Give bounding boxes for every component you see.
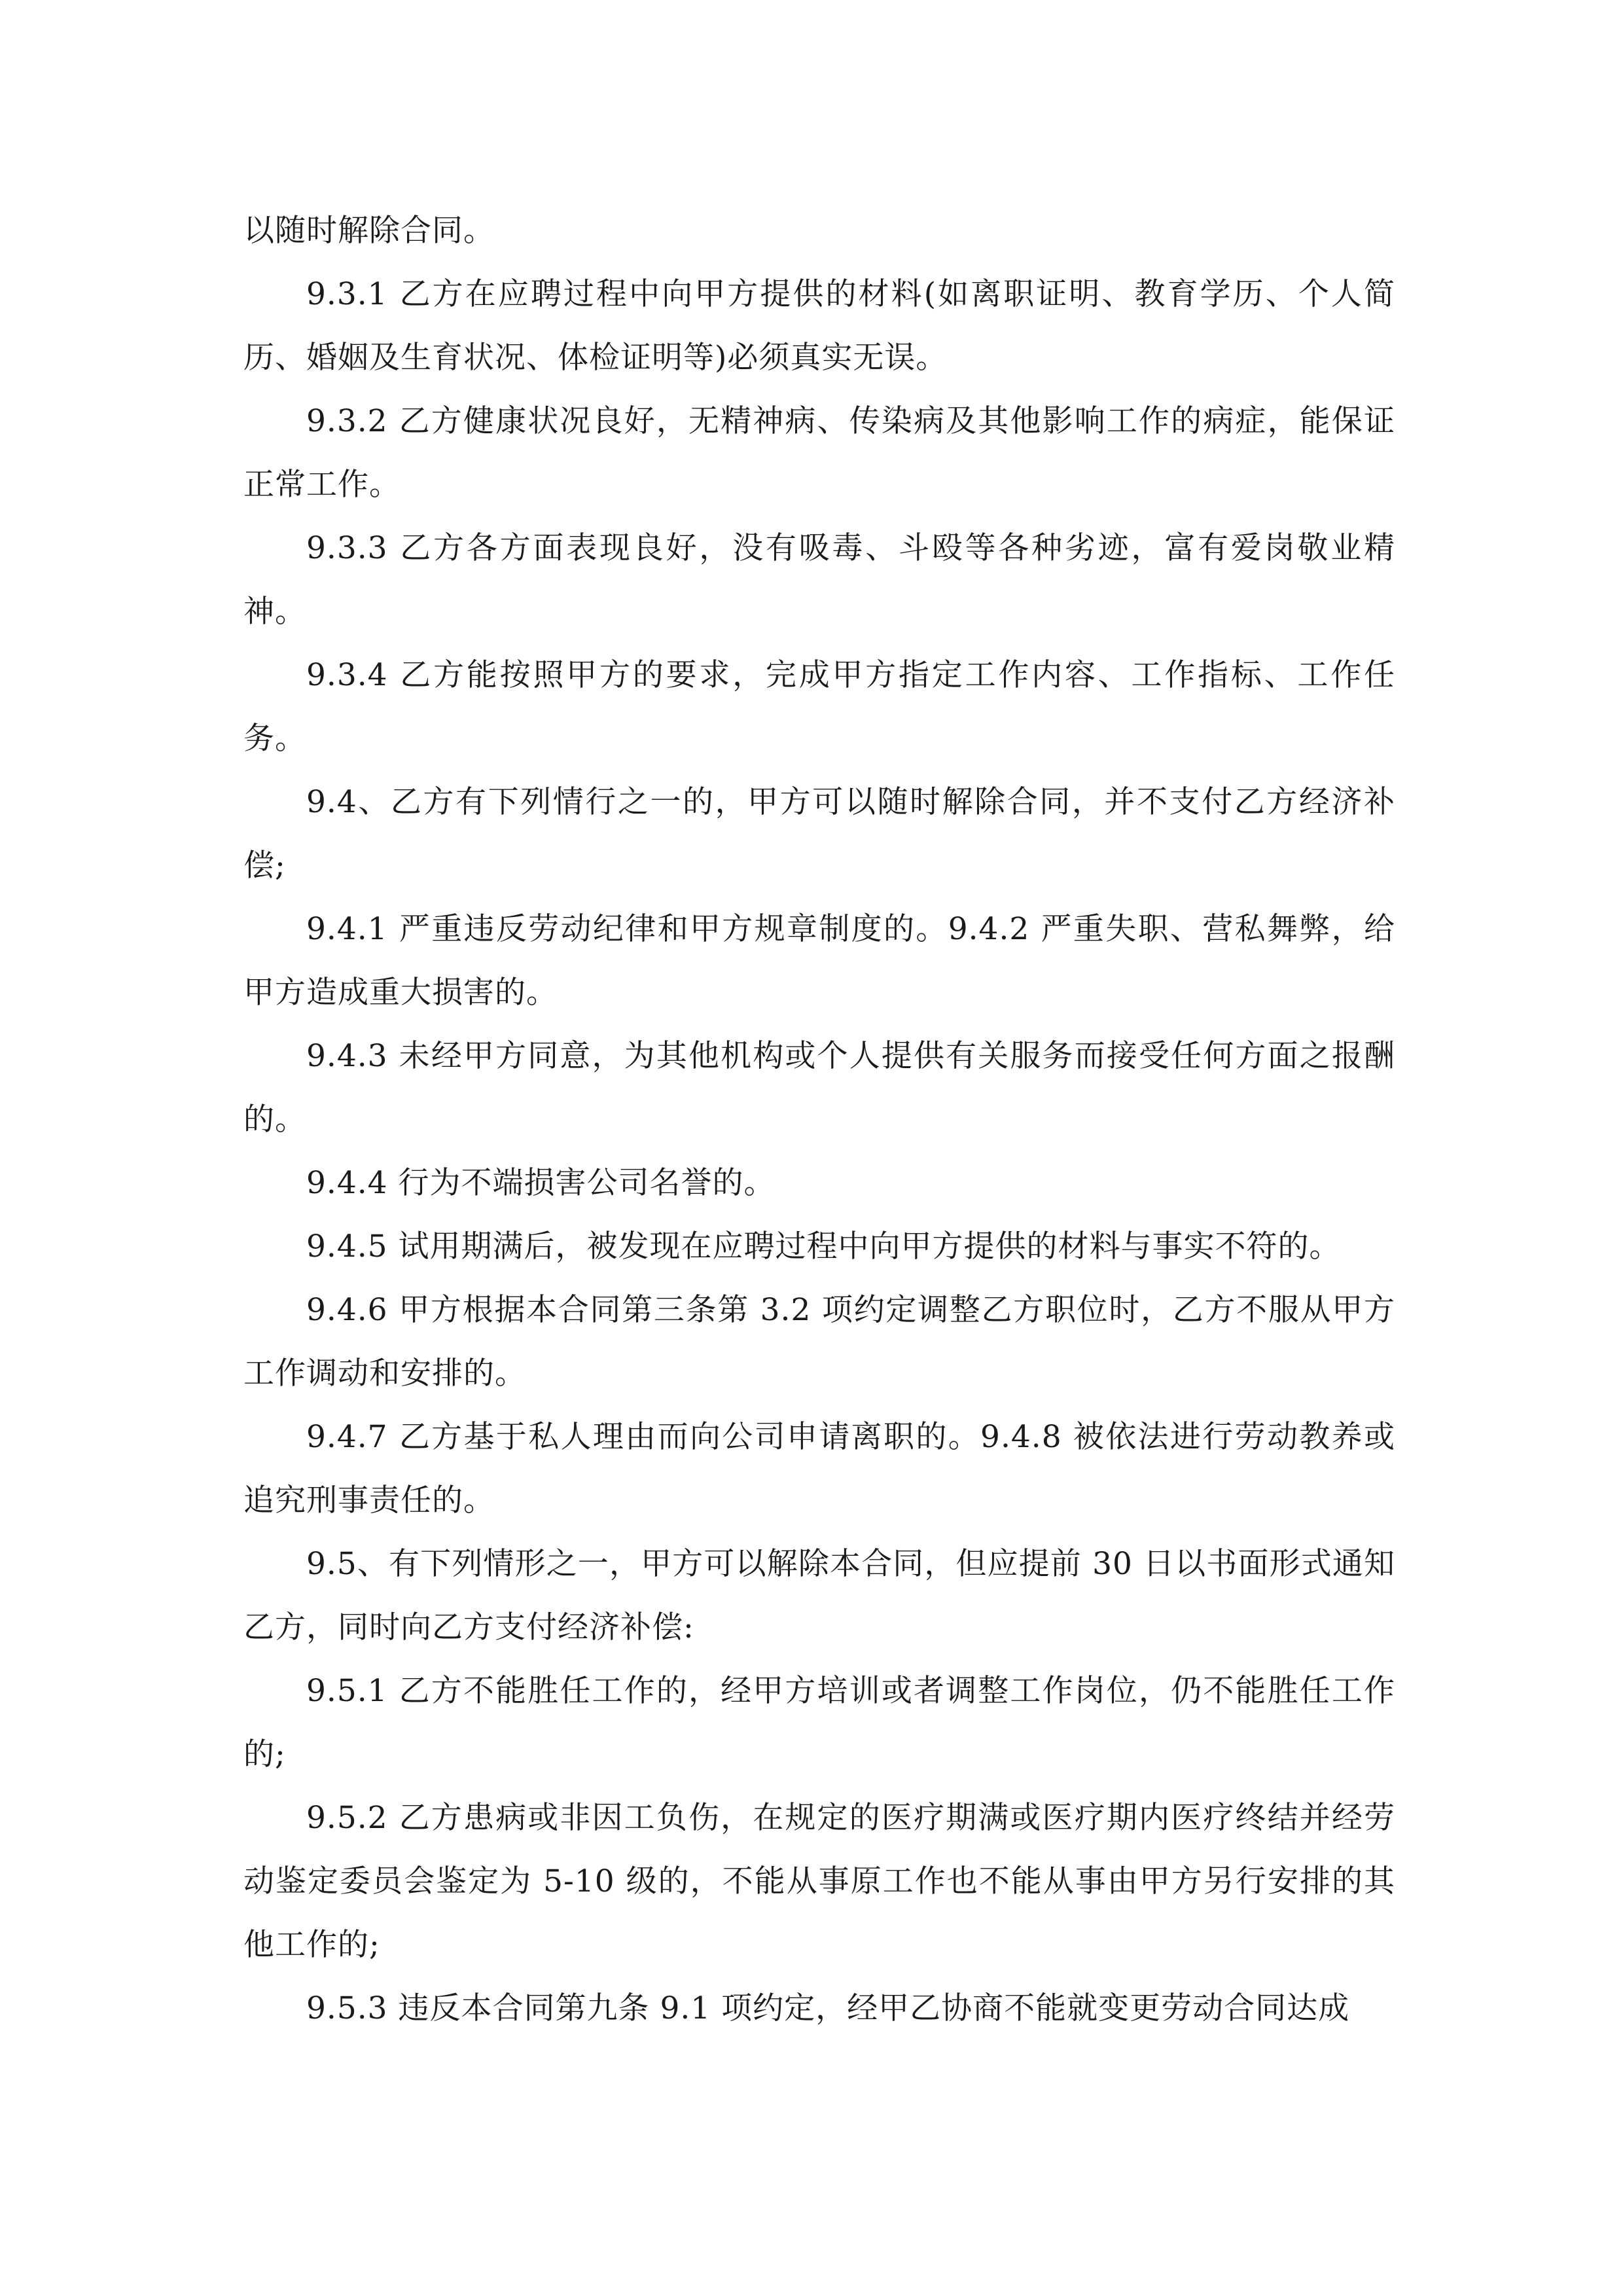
clause-9-5-2: 9.5.2 乙方患病或非因工负伤，在规定的医疗期满或医疗期内医疗终结并经劳动鉴定委员会鉴定为 5-10 级的，不能从事原工作也不能从事由甲方另行安排的其他工作的; (243, 1800, 1395, 1963)
clause-9-5-1: 9.5.1 乙方不能胜任工作的，经甲方培训或者调整工作岗位，仍不能胜任工作的; (243, 1673, 1395, 1772)
contract-body (243, 199, 1395, 2040)
clause-9-4-6: 9.4.6 甲方根据本合同第三条第 3.2 项约定调整乙方职位时，乙方不服从甲方工作调动和安排的。 (243, 1292, 1395, 1391)
clause-9-5: 9.5、有下列情形之一，甲方可以解除本合同，但应提前 30 日以书面形式通知乙方，同时向乙方支付经济补偿: (243, 1546, 1395, 1645)
clause-9-4-5: 9.4.5 试用期满后，被发现在应聘过程中向甲方提供的材料与事实不符的。 (306, 1229, 1341, 1265)
clause-9-4: 9.4、乙方有下列情行之一的，甲方可以随时解除合同，并不支付乙方经济补偿; (243, 784, 1395, 884)
clause-9-3-3: 9.3.3 乙方各方面表现良好，没有吸毒、斗殴等各种劣迹，富有爱岗敬业精神。 (243, 530, 1395, 630)
clause-9-3-1: 9.3.1 乙方在应聘过程中向甲方提供的材料(如离职证明、教育学历、个人简历、婚姻及生育状况、体检证明等)必须真实无误。 (243, 276, 1395, 376)
clause-9-3-4: 9.3.4 乙方能按照甲方的要求，完成甲方指定工作内容、工作指标、工作任务。 (243, 657, 1395, 757)
clause-9-4-4: 9.4.4 行为不端损害公司名誉的。 (306, 1165, 776, 1201)
clause-9-4-3: 9.4.3 未经甲方同意，为其他机构或个人提供有关服务而接受任何方面之报酬的。 (243, 1038, 1395, 1138)
clause-9-3-2: 9.3.2 乙方健康状况良好，无精神病、传染病及其他影响工作的病症，能保证正常工作。 (243, 403, 1395, 503)
clause-9-4-7: 9.4.7 乙方基于私人理由而向公司申请离职的。9.4.8 被依法进行劳动教养或追究刑事责任的。 (243, 1419, 1395, 1518)
clause-9-4-1: 9.4.1 严重违反劳动纪律和甲方规章制度的。9.4.2 严重失职、营私舞弊，给甲方造成重大损害的。 (243, 911, 1395, 1011)
paragraph-continuation: 以随时解除合同。 (243, 213, 495, 249)
clause-9-5-3: 9.5.3 违反本合同第九条 9.1 项约定，经甲乙协商不能就变更劳动合同达成 (306, 1990, 1350, 2026)
